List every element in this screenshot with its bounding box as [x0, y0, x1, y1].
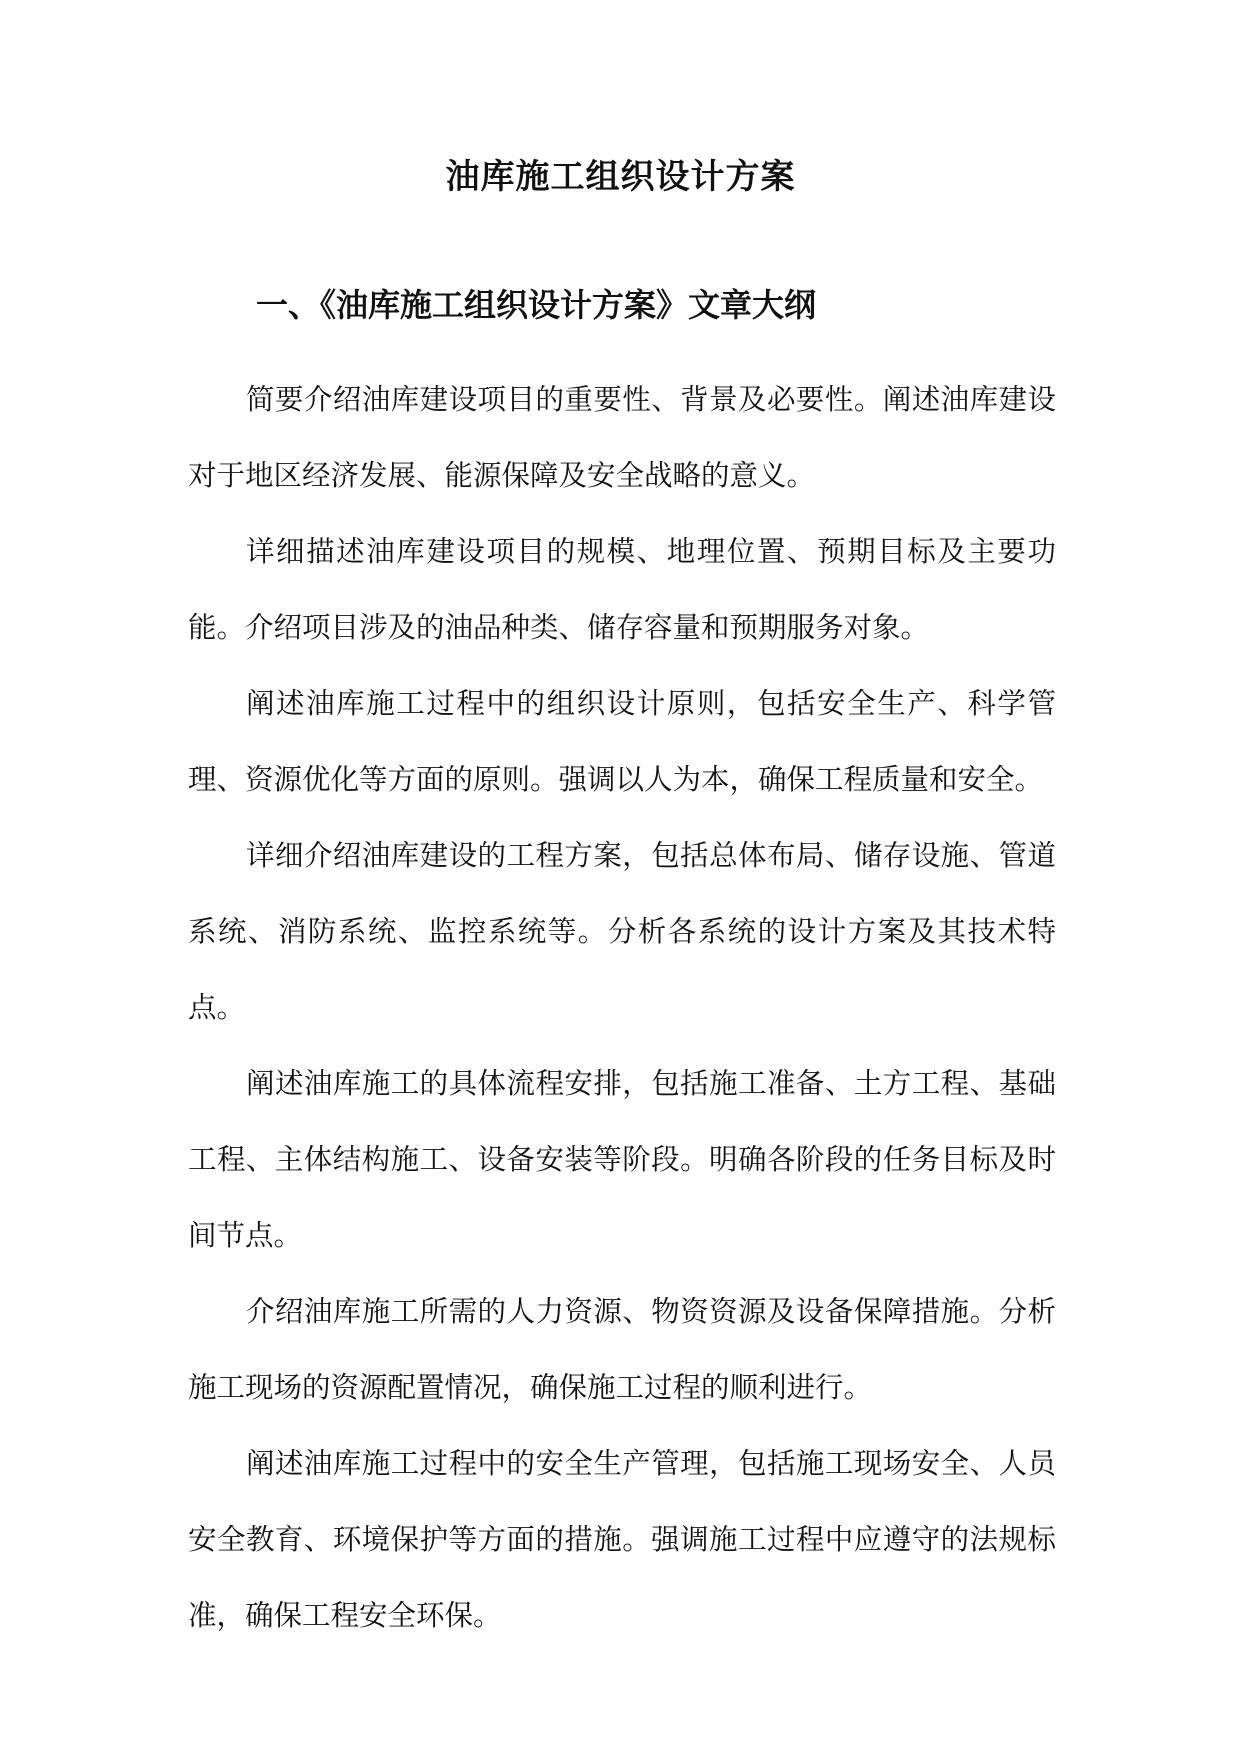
section-heading: 一、《油库施工组织设计方案》文章大纲 — [256, 286, 817, 324]
document-title: 油库施工组织设计方案 — [445, 157, 796, 197]
paragraph-resource-allocation: 介绍油库施工所需的人力资源、物资资源及设备保障措施。分析施工现场的资源配置情况，确保施工过程的顺利进行。 — [188, 1295, 1056, 1404]
paragraph-project-overview: 详细描述油库建设项目的规模、地理位置、预期目标及主要功能。介绍项目涉及的油品种类、储存容量和预期服务对象。 — [188, 535, 1056, 644]
body-text — [188, 362, 1056, 1654]
paragraph-design-principles: 阐述油库施工过程中的组织设计原则，包括安全生产、科学管理、资源优化等方面的原则。强调以人为本，确保工程质量和安全。 — [188, 687, 1056, 796]
paragraph-safety-management: 阐述油库施工过程中的安全生产管理，包括施工现场安全、人员安全教育、环境保护等方面的措施。强调施工过程中应遵守的法规标准，确保工程安全环保。 — [188, 1447, 1056, 1632]
paragraph-engineering-plan: 详细介绍油库建设的工程方案，包括总体布局、储存设施、管道系统、消防系统、监控系统等。分析各系统的设计方案及其技术特点。 — [188, 839, 1056, 1024]
paragraph-project-importance: 简要介绍油库建设项目的重要性、背景及必要性。阐述油库建设对于地区经济发展、能源保障及安全战略的意义。 — [188, 383, 1056, 492]
paragraph-construction-process: 阐述油库施工的具体流程安排，包括施工准备、土方工程、基础工程、主体结构施工、设备安装等阶段。明确各阶段的任务目标及时间节点。 — [188, 1067, 1056, 1252]
